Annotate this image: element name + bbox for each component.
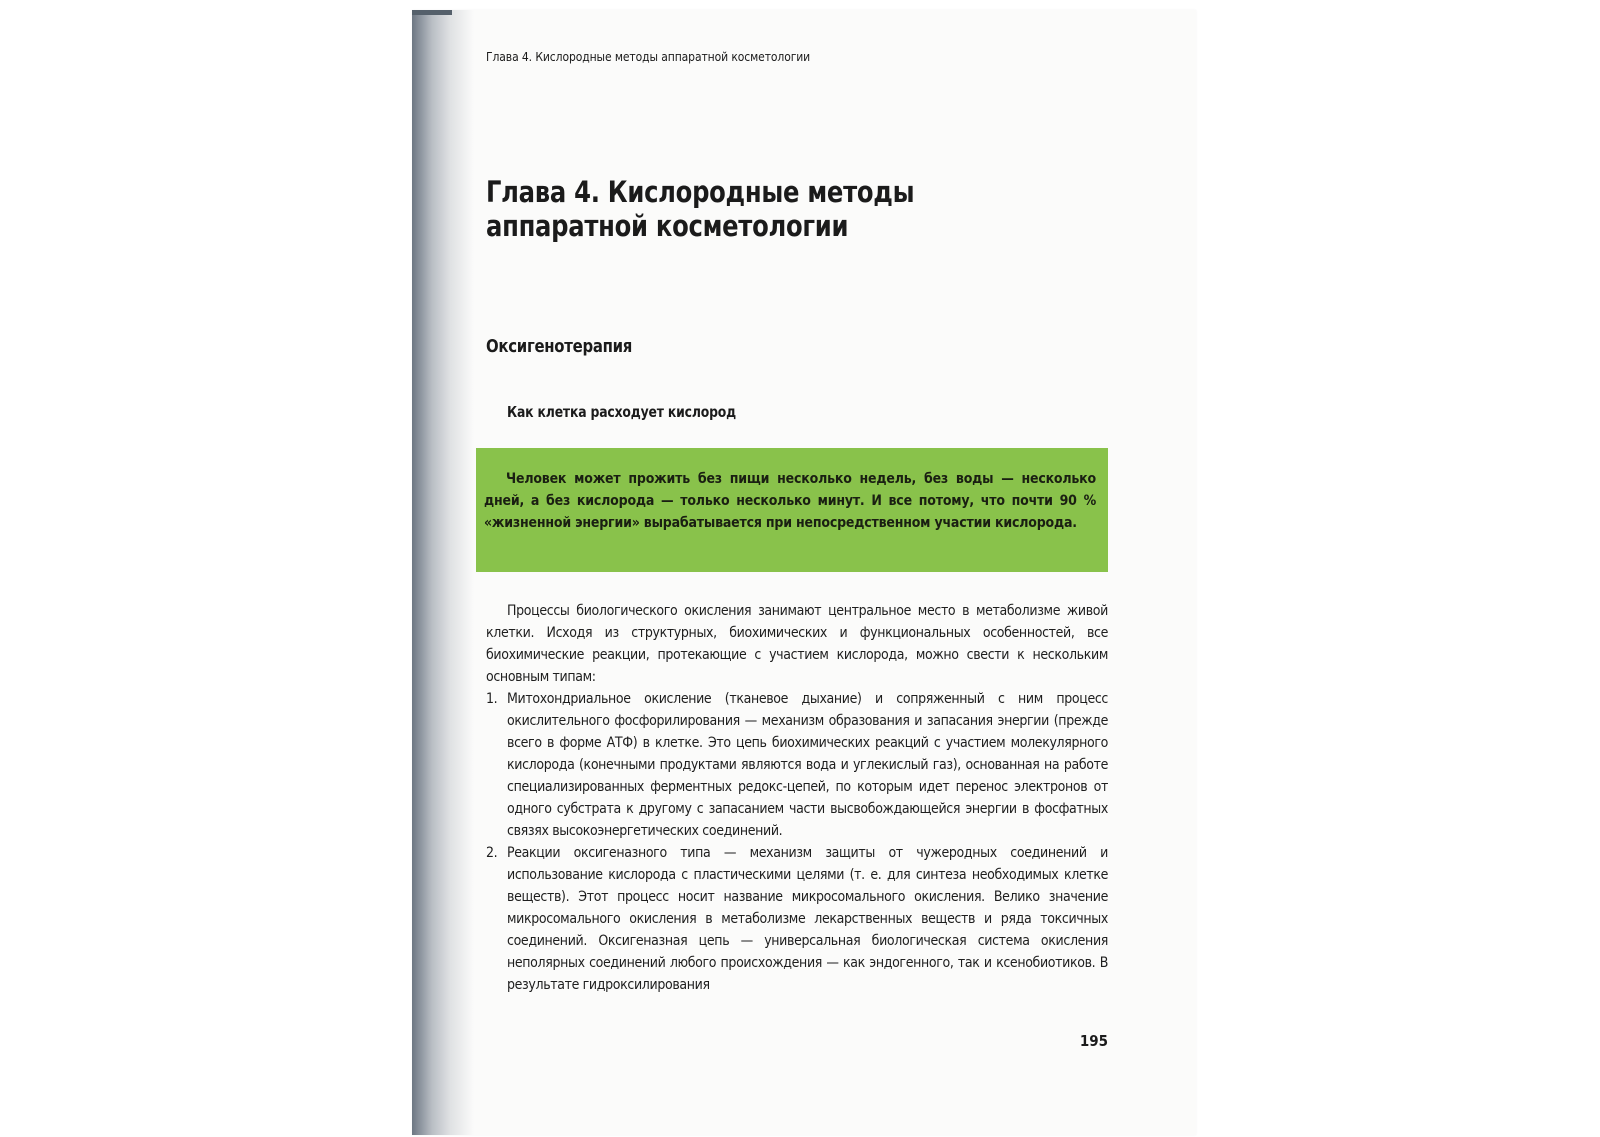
running-head: Глава 4. Кислородные методы аппаратной косметологии — [486, 50, 811, 64]
body-intro-paragraph: Процессы биологического окисления занимают центральное место в метаболизме живой клетки. Исходя из структурных, биохимических и функциональных особенностей, все биохимические реакции, протекающие с участием кислорода, можно свести к нескольким основным типам: — [486, 603, 1108, 685]
highlight-text: Человек может прожить без пищи несколько недель, без воды — несколько дней, а без кислорода — только несколько минут. И все потому, что почти 90 % «жизненной энергии» вырабатывается при непосредственном участии кислорода. — [484, 471, 1096, 531]
highlight-box — [476, 448, 1108, 572]
book-spine-edge — [412, 10, 452, 15]
oxidation-types-list — [486, 688, 1108, 996]
book-spine-shadow — [412, 10, 474, 1135]
body-text — [486, 600, 1108, 996]
list-item-number: 1. — [486, 691, 498, 707]
list-item-text: Митохондриальное окисление (тканевое дыхание) и сопряженный с ним процесс окислительного фосфорилирования — механизм образования и запасания энергии (прежде всего в форме АТФ) в клетке. Это цепь биохимических реакций с участием молекулярного кислорода (конечными продуктами являются вода и углекислый газ), основанная на работе специализированных ферментных редокс-цепей, по которым идет перенос электронов от одного субстрата к другому с запасанием части высвобождающейся энергии в фосфатных связях высокоэнергетических соединений. — [507, 691, 1108, 839]
page-number: 195 — [1079, 1032, 1108, 1050]
list-item-text: Реакции оксигеназного типа — механизм защиты от чужеродных соединений и использование кислорода с пластическими целями (т. е. для синтеза необходимых клетке веществ). Этот процесс носит название микросомального окисления. Велико значение микросомального окисления в метаболизме лекарственных веществ и ряда токсичных соединений. Оксигеназная цепь — универсальная биологическая система окисления неполярных соединений любого происхождения — как эндогенного, так и ксенобиотиков. В результате гидроксилирования — [507, 845, 1108, 993]
list-item — [486, 842, 1108, 996]
chapter-title: Глава 4. Кислородные методы аппаратной косметологии — [486, 175, 915, 243]
list-item-number: 2. — [486, 845, 498, 861]
section-title: Оксигенотерапия — [486, 336, 633, 357]
list-item — [486, 688, 1108, 842]
subsection-title: Как клетка расходует кислород — [507, 403, 736, 421]
